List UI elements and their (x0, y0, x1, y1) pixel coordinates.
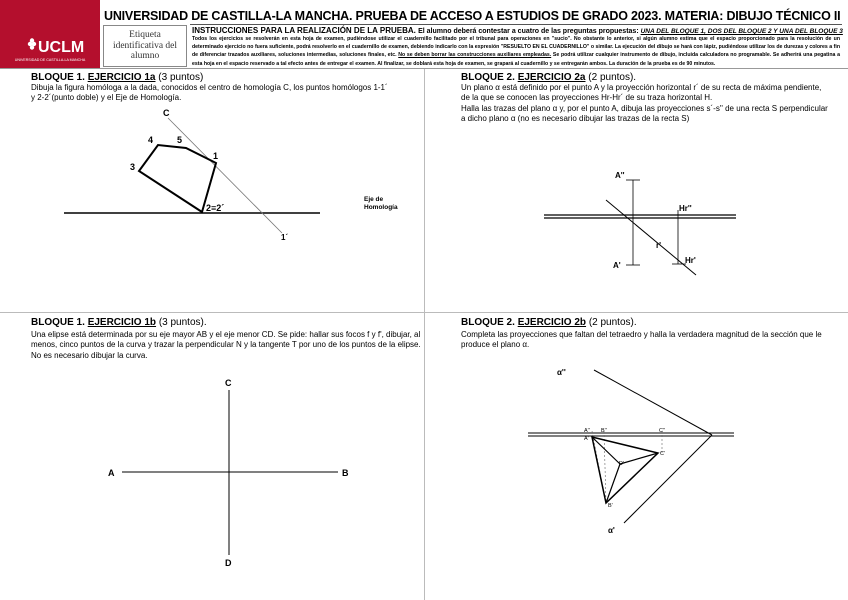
label-1: 1 (213, 151, 219, 161)
label-hr-double-prime: Hr'' (679, 204, 692, 213)
label-r-prime: r' (656, 241, 662, 250)
ex1a-drawing (0, 100, 424, 312)
label-3: 3 (130, 162, 136, 172)
ex2a-statement: Un plano α está definido por el punto A y la proyección horizontal r´ de su recta de máxima pendiente, de la que se conocen las proyecciones Hr-Hr´ de su traza horizontal H. Halla las trazas del plano α y, por el punto A, dibuja las proyecciones s´-s'' de una recta S perpendicular a dicho plano α (no es necesario dibujar las trazas de la recta S) (461, 83, 828, 124)
ex2a-drawing (424, 160, 848, 312)
label-alpha-prime: α' (608, 526, 615, 535)
trace-alpha-vertical (594, 370, 712, 435)
instructions-body: Todos los ejercicios se resolverán en esta hoja de examen, pudiéndose utilizar el cuadernillo facilitado por el tribunal para operaciones en "sucio". No obstante lo anterior, si algún alumno estima que el espacio proporcionado para la resolución de un determinado ejercicio no fuera suficiente, podrá resolverlo en el cuadernillo de examen, debiendo indicarlo con la expresión "RESUELTO EN EL CUADERNILLO" o similar. La ejecución del dibujo se hará con lápiz, pudiéndose utilizar los de durezas y colores a fin de diferenciar trazados auxiliares, soluciones intermedias, soluciones finales, etc. No se deben borrar las construcciones auxiliares empleadas. Se podrá utilizar cualquier instrumento de dibujo, incluida calculadora no programable. Se adherirá una pegatina a esta hoja en el espacio reservado a tal efecto antes de entregar el examen. Al finalizar, se doblará esta hoja de examen, se grapará al cuadernillo y se entregarán ambos. La duración de la prueba es de 90 minutos. (192, 36, 840, 67)
ex2a-title: BLOQUE 2. EJERCICIO 2a (2 puntos). (461, 72, 637, 83)
axis-label-line1: Eje de (364, 196, 384, 203)
label-4: 4 (148, 135, 154, 145)
label-c: C (163, 108, 170, 118)
logo-text: UCLM (38, 39, 85, 56)
uclm-logo-mark (0, 0, 100, 68)
axis-label-line2: Homología (364, 204, 398, 211)
horizontal-divider-middle (0, 312, 848, 313)
ex1a-title: BLOQUE 1. EJERCICIO 1a (3 puntos) (31, 72, 204, 83)
label-b-double-prime: B'' (601, 428, 607, 434)
logo-subtext: UNIVERSIDAD DE CASTILLA-LA MANCHA (14, 58, 86, 62)
ex2b-drawing (424, 355, 848, 600)
label-2: 2≡2´ (206, 203, 225, 213)
ex2b-title: BLOQUE 2. EJERCICIO 2b (2 puntos). (461, 317, 637, 328)
label-alpha-double-prime: α'' (557, 368, 566, 377)
label-b: B (342, 468, 349, 478)
header-divider (190, 24, 842, 25)
ex1b-drawing (0, 370, 424, 600)
ex2b-statement: Completa las proyecciones que faltan del tetraedro y halla la verdadera magnitud de la sección que le produce el plano α. (461, 330, 822, 350)
ray-c-1 (168, 118, 282, 233)
label-d: D (225, 558, 232, 568)
label-b-prime: B' (608, 503, 613, 509)
label-1-prime: 1´ (281, 233, 289, 242)
label-a-double-prime: A'' (615, 171, 625, 180)
label-hr-prime: Hr' (685, 256, 696, 265)
label-c-prime: C' (660, 451, 666, 457)
label-d-prime: D' (619, 461, 625, 467)
ex1b-statement: Una elipse está determinada por su eje mayor AB y el eje menor CD. Se pide: hallar sus focos f y f', dibujar, al menos, cinco puntos de la curva y trazar la perpendicular N y la tangente T por uno de los puntos de la elipse. No es necesario dibujar la curva. (31, 330, 421, 360)
label-a-prime: A' (584, 436, 589, 442)
page-title: UNIVERSIDAD DE CASTILLA-LA MANCHA. PRUEBA DE ACCESO A ESTUDIOS DE GRADO 2023. MATERIA: DIBUJO TÉCNICO II (104, 9, 841, 23)
label-a-double-prime: A'' (584, 428, 590, 434)
ex1b-title: BLOQUE 1. EJERCICIO 1b (3 puntos). (31, 317, 207, 328)
label-5: 5 (177, 135, 183, 145)
instructions-title: INSTRUCCIONES PARA LA REALIZACIÓN DE LA PRUEBA. El alumno deberá contestar a cuatro de las preguntas propuestas: UNA DEL BLOQUE 1, DOS DEL BLOQUE 2 Y UNA DEL BLOQUE 3 (192, 26, 843, 35)
label-a-prime: A' (613, 261, 621, 270)
label-a: A (108, 468, 115, 478)
student-label-box: Etiqueta identificativa del alumno (103, 25, 187, 67)
ex1a-statement: Dibuja la figura homóloga a la dada, conocidos el centro de homología C, los puntos homólogos 1-1´ y 2-2´(punto doble) y el Eje de Homología. (31, 83, 388, 103)
label-c-double-prime: C'' (659, 428, 666, 434)
label-c: C (225, 378, 232, 388)
